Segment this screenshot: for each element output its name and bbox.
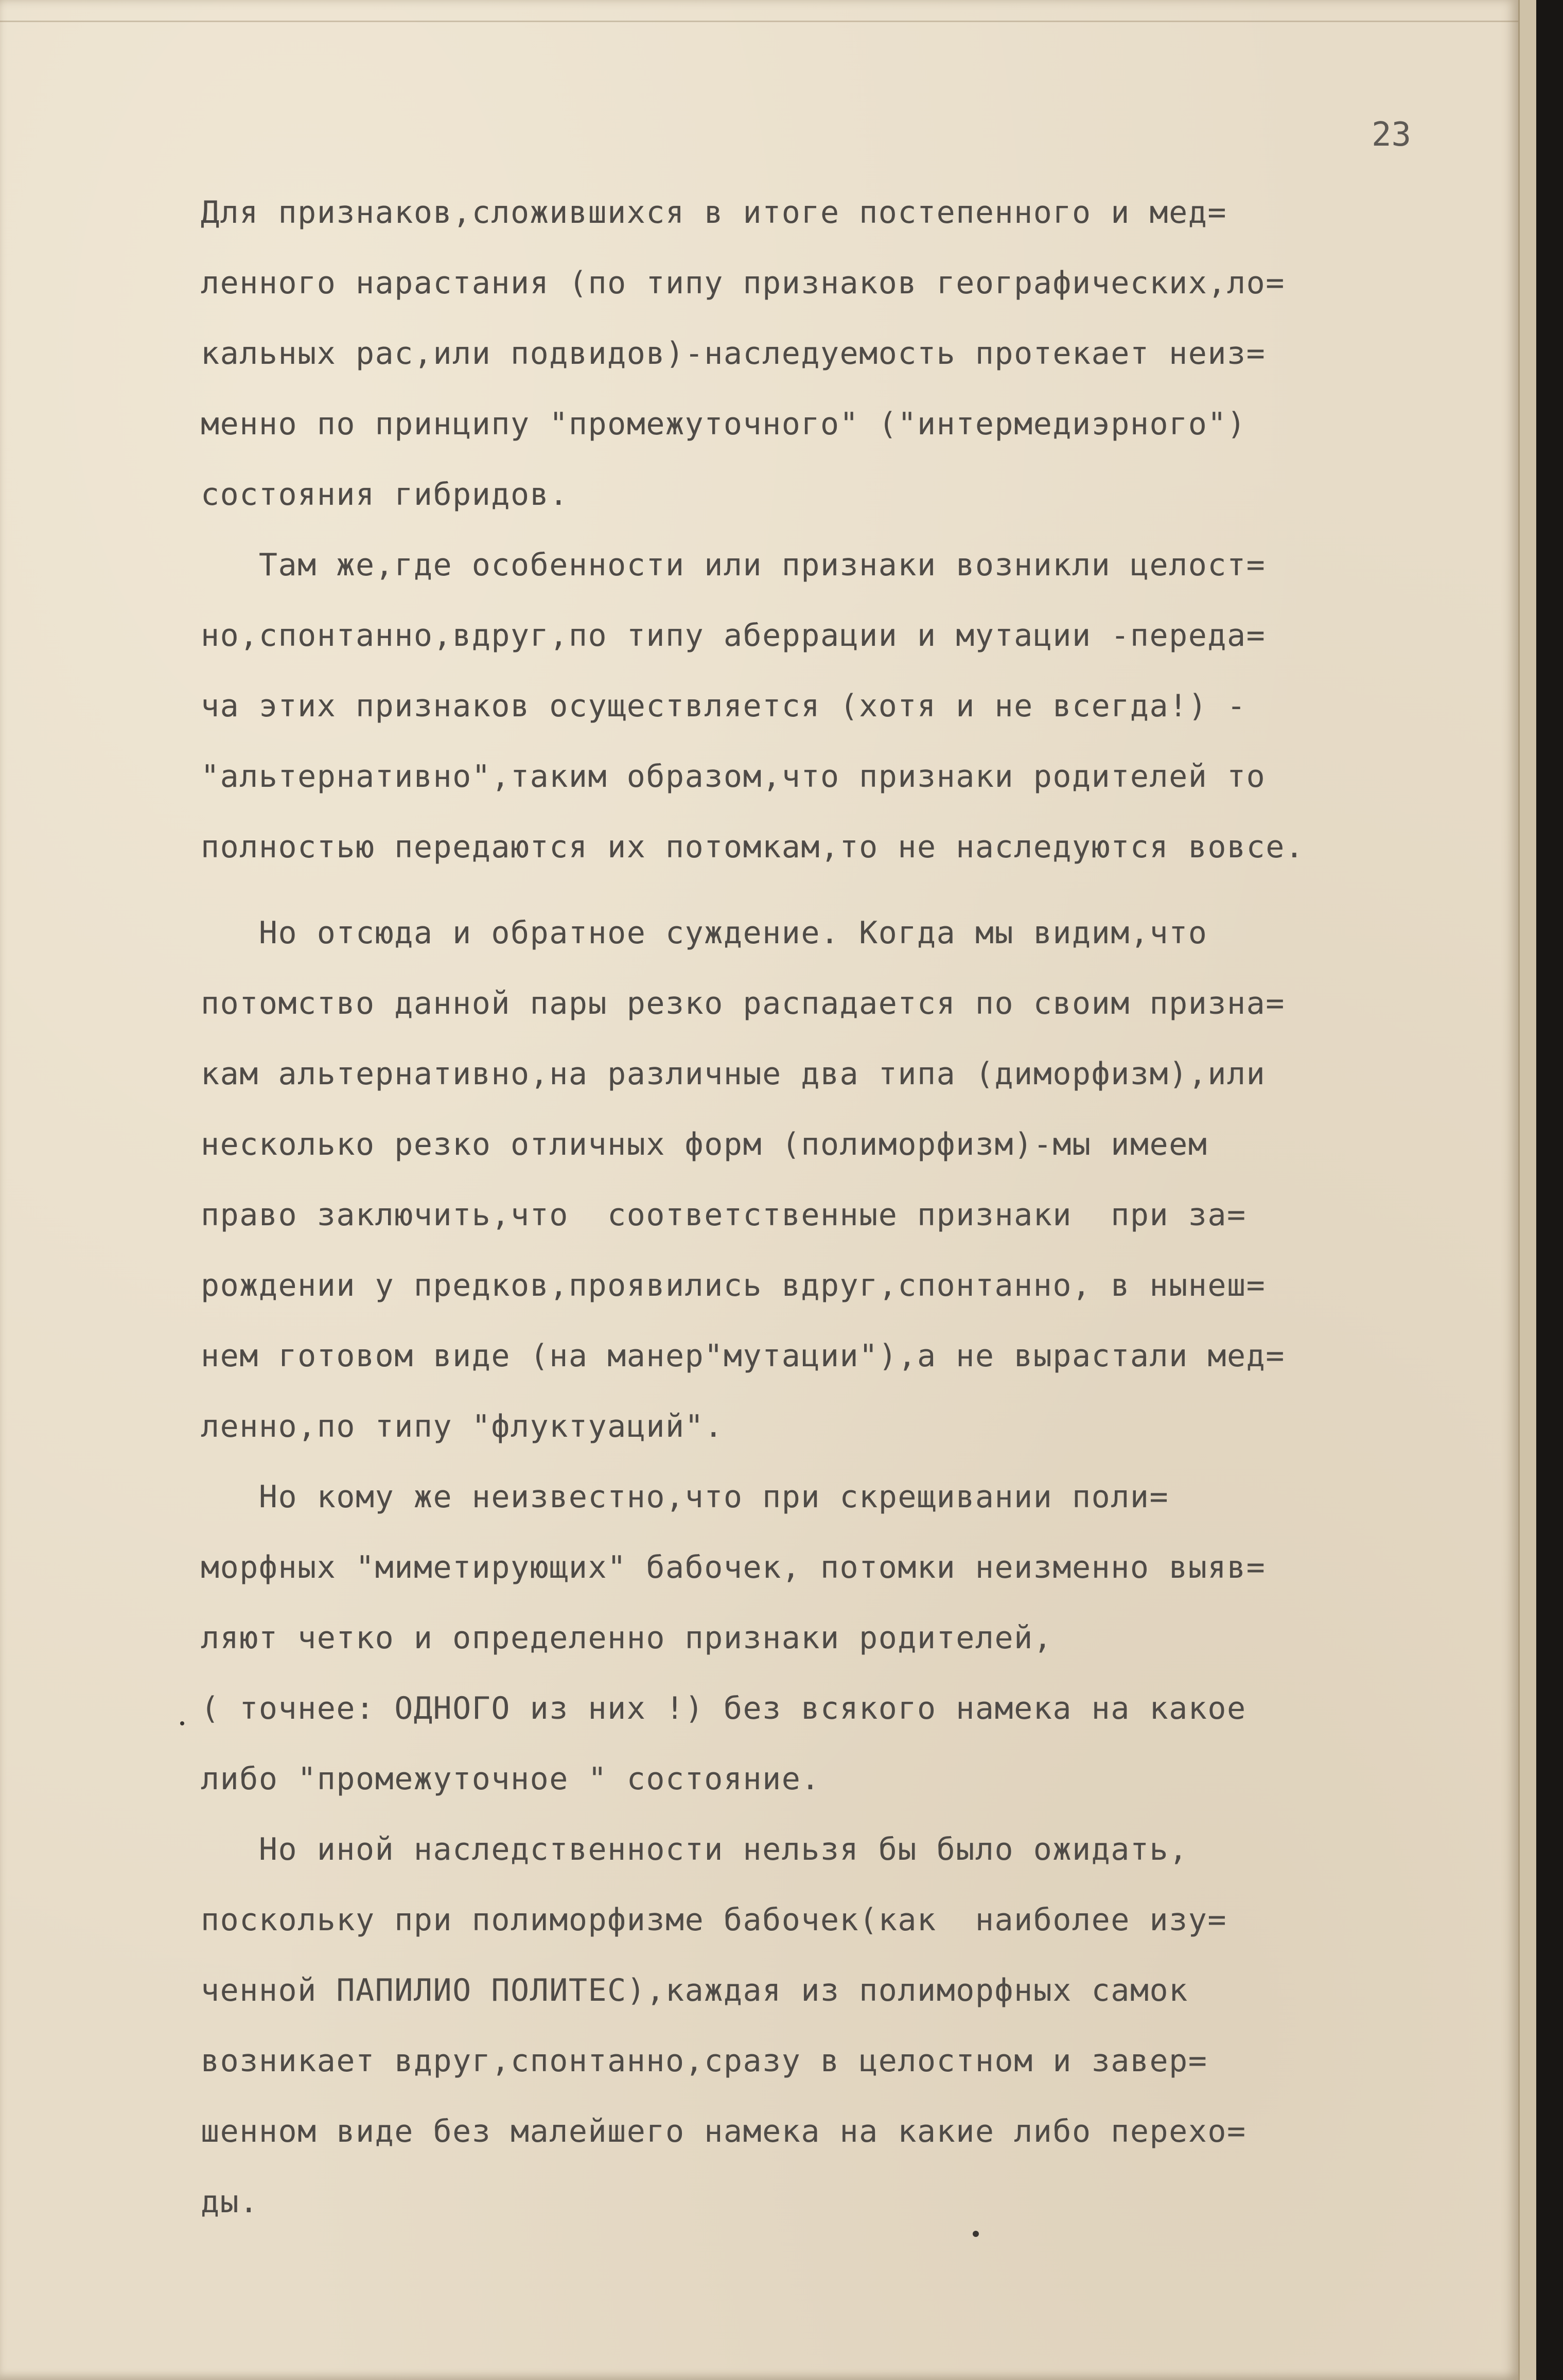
text-line: нем готовом виде (на манер"мутации"),а не вырастали мед= — [201, 1338, 1285, 1374]
text-line: Там же,где особенности или признаки возникли целост= — [201, 547, 1266, 583]
text-line: Для признаков,сложившихся в итоге постепенного и мед= — [201, 195, 1227, 231]
text-line: право заключить,что соответственные признаки при за= — [201, 1197, 1246, 1233]
ink-spot — [180, 1721, 184, 1725]
text-line: "альтернативно",таким образом,что признаки родителей то — [201, 759, 1266, 795]
page-top-fold-line — [0, 21, 1518, 22]
text-line: кальных рас,или подвидов)-наследуемость протекает неиз= — [201, 336, 1266, 372]
text-line: морфных "миметирующих" бабочек, потомки неизменно выяв= — [201, 1549, 1266, 1585]
text-line: поскольку при полиморфизме бабочек(как наиболее изу= — [201, 1902, 1227, 1938]
text-line: менно по принципу "промежуточного" ("интермедиэрного") — [201, 406, 1246, 442]
page-number: 23 — [1372, 116, 1412, 154]
text-line: Но иной наследственности нельзя бы было ожидать, — [201, 1831, 1188, 1867]
text-line: возникает вдруг,спонтанно,сразу в целостном и завер= — [201, 2043, 1208, 2079]
text-line: шенном виде без малейшего намека на какие либо перехо= — [201, 2113, 1246, 2149]
text-line: ча этих признаков осуществляется (хотя и не всегда!) - — [201, 688, 1246, 724]
text-line: рождении у предков,проявились вдруг,спонтанно, в нынеш= — [201, 1267, 1266, 1303]
text-line: потомство данной пары резко распадается по своим призна= — [201, 985, 1285, 1021]
text-line: ( точнее: ОДНОГО из них !) без всякого намека на какое — [201, 1690, 1246, 1726]
text-line: кам альтернативно,на различные два типа (диморфизм),или — [201, 1056, 1266, 1092]
typescript-body — [201, 178, 1498, 2237]
text-line: ленного нарастания (по типу признаков географических,ло= — [201, 265, 1285, 301]
text-line: полностью передаются их потомкам,то не наследуются вовсе. — [201, 829, 1305, 865]
text-line: Но отсюда и обратное суждение. Когда мы видим,что — [201, 915, 1208, 951]
text-line: состояния гибридов. — [201, 477, 569, 513]
text-line: несколько резко отличных форм (полиморфизм)-мы имеем — [201, 1126, 1208, 1162]
paragraph-gap — [201, 883, 1498, 898]
text-line: ленно,по типу "флуктуаций". — [201, 1408, 724, 1444]
text-line: ченной ПАПИЛИО ПОЛИТЕС),каждая из полиморфных самок — [201, 1972, 1188, 2008]
text-line: но,спонтанно,вдруг,по типу аберрации и мутации -переда= — [201, 618, 1266, 654]
ink-spot — [973, 2231, 979, 2237]
text-line: либо "промежуточное " состояние. — [201, 1761, 820, 1797]
text-line: ляют четко и определенно признаки родителей, — [201, 1620, 1053, 1656]
text-line: ды. — [201, 2184, 259, 2220]
page-edge — [1518, 0, 1536, 2380]
text-line: Но кому же неизвестно,что при скрещивании поли= — [201, 1479, 1169, 1515]
